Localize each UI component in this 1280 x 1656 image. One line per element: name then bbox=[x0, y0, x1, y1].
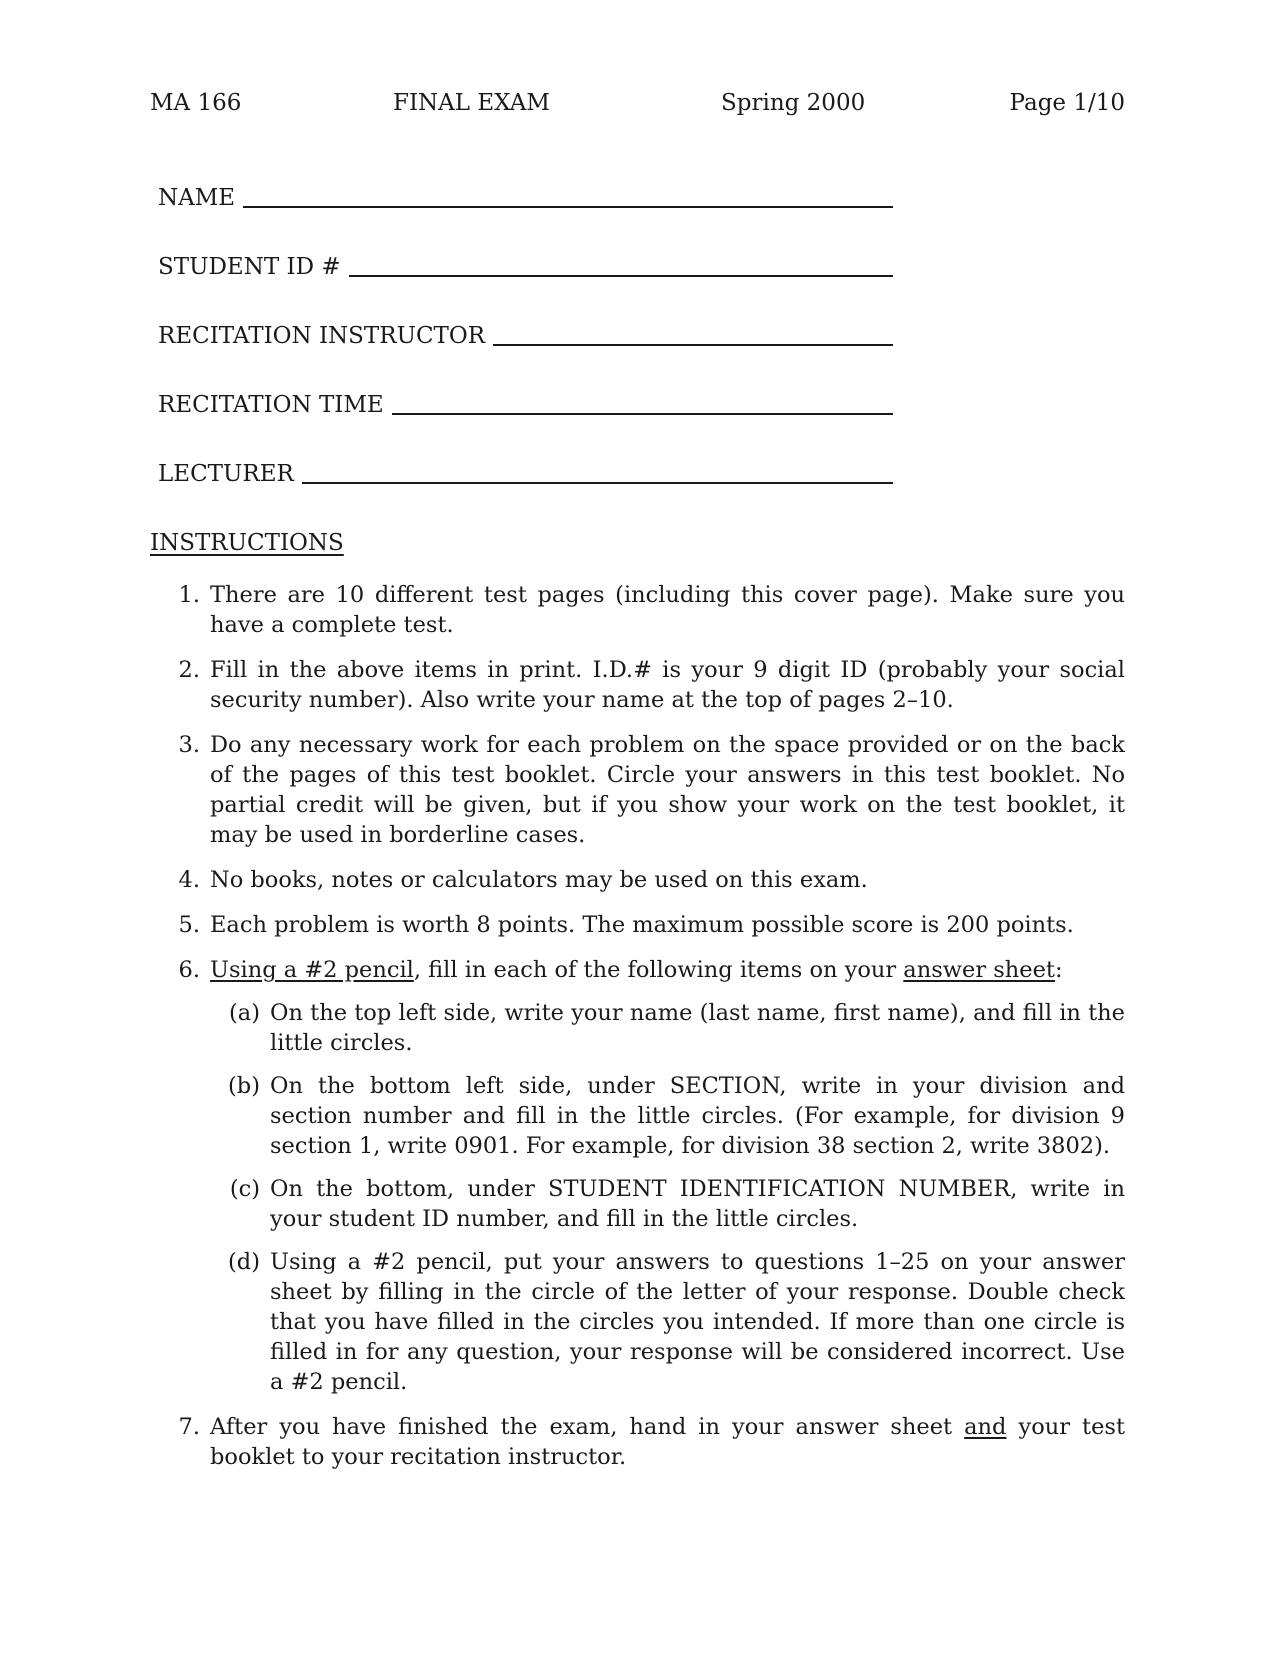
instruction-item bbox=[160, 865, 1125, 895]
name-label: NAME bbox=[158, 185, 236, 211]
exam-term: Spring 2000 bbox=[721, 90, 866, 116]
student-info-fields bbox=[158, 170, 893, 515]
student-id-field[interactable] bbox=[158, 239, 893, 279]
lecturer-label: LECTURER bbox=[158, 461, 294, 487]
item-text: There are 10 different test pages (including this cover page). Make sure you have a complete test. bbox=[210, 582, 1125, 638]
pencil-emphasis: Using a #2 pencil bbox=[210, 957, 414, 983]
item-number: 5. bbox=[178, 912, 200, 938]
item-text bbox=[210, 955, 1125, 1397]
sub-item-letter: (a) bbox=[229, 1000, 260, 1026]
sub-item bbox=[210, 1174, 1125, 1234]
recitation-time-field[interactable] bbox=[158, 377, 893, 417]
instruction-item bbox=[160, 730, 1125, 850]
recitation-time-label: RECITATION TIME bbox=[158, 392, 384, 418]
course-code: MA 166 bbox=[150, 90, 242, 116]
sub-item-text: On the bottom, under STUDENT IDENTIFICATION NUMBER, write in your student ID number, and fill in the little circles. bbox=[270, 1176, 1125, 1232]
lecturer-field[interactable] bbox=[158, 446, 893, 486]
item-number: 4. bbox=[178, 867, 200, 893]
and-emphasis: and bbox=[964, 1414, 1007, 1440]
sub-item-text: On the top left side, write your name (last name, first name), and fill in the little circles. bbox=[270, 1000, 1125, 1056]
name-line[interactable] bbox=[243, 206, 893, 208]
lecturer-line[interactable] bbox=[302, 482, 893, 484]
recitation-instructor-line[interactable] bbox=[493, 344, 893, 346]
item-7-before: After you have finished the exam, hand in your answer sheet bbox=[210, 1414, 965, 1440]
sub-item-text: Using a #2 pencil, put your answers to questions 1–25 on your answer sheet by filling in the circle of the letter of your response. Double check that you have filled in the circles you intended. If more than one circle is filled in for any question, your response will be considered incorrect. Use a #2 pencil. bbox=[270, 1249, 1125, 1395]
item-text bbox=[210, 1412, 1125, 1472]
recitation-instructor-field[interactable] bbox=[158, 308, 893, 348]
item-number: 6. bbox=[178, 957, 200, 983]
name-field[interactable] bbox=[158, 170, 893, 210]
item-number: 1. bbox=[178, 582, 200, 608]
instructions-heading: INSTRUCTIONS bbox=[150, 530, 344, 556]
recitation-time-line[interactable] bbox=[392, 413, 893, 415]
page-number: Page 1/10 bbox=[1009, 90, 1125, 116]
sub-item-letter: (c) bbox=[229, 1176, 260, 1202]
sub-item-letter: (d) bbox=[228, 1249, 260, 1275]
item-6-lead bbox=[210, 955, 1125, 985]
item-text: No books, notes or calculators may be used on this exam. bbox=[210, 867, 868, 893]
answer-sheet-emphasis: answer sheet bbox=[903, 957, 1055, 983]
instruction-item bbox=[160, 580, 1125, 640]
instruction-item bbox=[160, 955, 1125, 1397]
item-text: Do any necessary work for each problem on the space provided or on the back of the pages of this test booklet. Circle your answers in this test booklet. No partial credit will be given, but if you show your work on the test booklet, it may be used in borderline cases. bbox=[210, 732, 1125, 848]
sub-item bbox=[210, 1247, 1125, 1397]
sub-item-letter: (b) bbox=[228, 1073, 260, 1099]
sub-item bbox=[210, 1071, 1125, 1161]
item-7-after: your test booklet to your recitation instructor. bbox=[210, 1414, 1125, 1470]
item-number: 3. bbox=[178, 732, 200, 758]
sub-item bbox=[210, 998, 1125, 1058]
student-id-label: STUDENT ID # bbox=[158, 254, 341, 280]
instruction-item bbox=[160, 655, 1125, 715]
student-id-line[interactable] bbox=[349, 275, 893, 277]
recitation-instructor-label: RECITATION INSTRUCTOR bbox=[158, 323, 486, 349]
instruction-item bbox=[160, 910, 1125, 940]
sub-item-text: On the bottom left side, under SECTION, write in your division and section number and fill in the little circles. (For example, for division 9 section 1, write 0901. For example, for division 38 section 2, write 3802). bbox=[270, 1073, 1125, 1159]
instruction-item bbox=[160, 1412, 1125, 1472]
exam-title: FINAL EXAM bbox=[393, 90, 550, 116]
item-number: 2. bbox=[178, 657, 200, 683]
page-header bbox=[150, 90, 1125, 124]
item-number: 7. bbox=[178, 1414, 200, 1440]
item-text: Fill in the above items in print. I.D.# is your 9 digit ID (probably your social security number). Also write your name at the top of pages 2–10. bbox=[210, 657, 1125, 713]
instructions-list bbox=[160, 580, 1125, 1487]
item-6-middle: , fill in each of the following items on your bbox=[413, 957, 904, 983]
item-text: Each problem is worth 8 points. The maximum possible score is 200 points. bbox=[210, 912, 1074, 938]
item-6-end: : bbox=[1054, 957, 1063, 983]
